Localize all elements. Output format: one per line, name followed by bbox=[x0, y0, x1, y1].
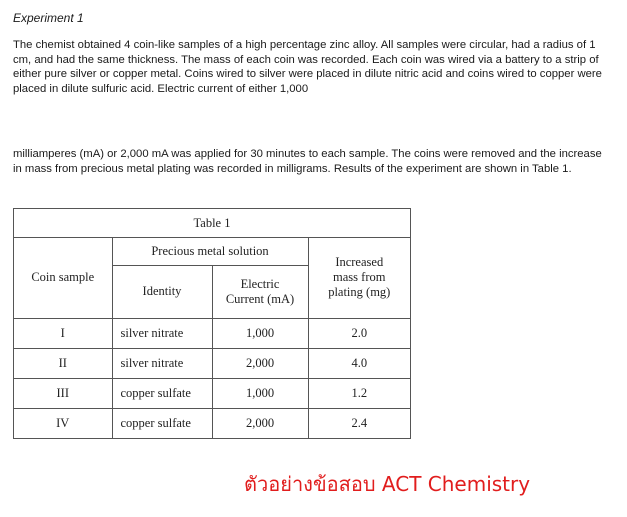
header-mass-line2: mass from bbox=[333, 270, 386, 285]
cell-current: 2,000 bbox=[212, 408, 308, 438]
table-row bbox=[14, 378, 410, 408]
cell-mass: 2.0 bbox=[308, 318, 410, 348]
header-current-line1: Electric bbox=[240, 276, 280, 291]
results-table bbox=[13, 208, 411, 439]
cell-sample: I bbox=[14, 318, 112, 348]
cell-sample: IV bbox=[14, 408, 112, 438]
cell-current: 1,000 bbox=[212, 378, 308, 408]
cell-mass: 1.2 bbox=[308, 378, 410, 408]
header-electric-current bbox=[212, 265, 308, 318]
header-mass-line1: Increased bbox=[335, 255, 384, 270]
header-current-line2: Current (mA) bbox=[225, 291, 295, 306]
header-solution-group: Precious metal solution bbox=[112, 238, 308, 265]
cell-sample: II bbox=[14, 348, 112, 378]
cell-identity: copper sulfate bbox=[112, 408, 212, 438]
results-paragraph: milliamperes (mA) or 2,000 mA was applied for 30 minutes to each sample. The coins were removed and the increase in mass from precious metal plating was recorded in milligrams. Results of the experiment are shown in Table 1. bbox=[13, 148, 602, 175]
cell-identity: silver nitrate bbox=[112, 348, 212, 378]
data-table bbox=[14, 238, 410, 438]
table-row bbox=[14, 408, 410, 438]
cell-identity: copper sulfate bbox=[112, 378, 212, 408]
cell-current: 2,000 bbox=[212, 348, 308, 378]
cell-identity: silver nitrate bbox=[112, 318, 212, 348]
header-coin-sample: Coin sample bbox=[14, 238, 112, 318]
header-mass-line3: plating (mg) bbox=[328, 285, 391, 300]
table-caption: Table 1 bbox=[14, 209, 410, 238]
cell-mass: 4.0 bbox=[308, 348, 410, 378]
intro-paragraph: The chemist obtained 4 coin-like samples of a high percentage zinc alloy. All samples were circular, had a radius of 1 cm, and had the same thickness. The mass of each coin was recorded. Each coin was wired via a battery to a strip of either pure silver or copper metal. Coins wired to silver were placed in dilute nitric acid and coins wired to copper were placed in dilute sulfuric acid. Electric current of either 1,000 bbox=[13, 39, 602, 95]
watermark-caption: ตัวอย่างข้อสอบ ACT Chemistry bbox=[244, 472, 531, 496]
header-row-group bbox=[14, 238, 410, 265]
table-row bbox=[14, 318, 410, 348]
cell-mass: 2.4 bbox=[308, 408, 410, 438]
cell-current: 1,000 bbox=[212, 318, 308, 348]
cell-sample: III bbox=[14, 378, 112, 408]
table-row bbox=[14, 348, 410, 378]
header-identity: Identity bbox=[112, 265, 212, 318]
header-increased-mass bbox=[308, 238, 410, 318]
experiment-heading: Experiment 1 bbox=[13, 11, 84, 25]
